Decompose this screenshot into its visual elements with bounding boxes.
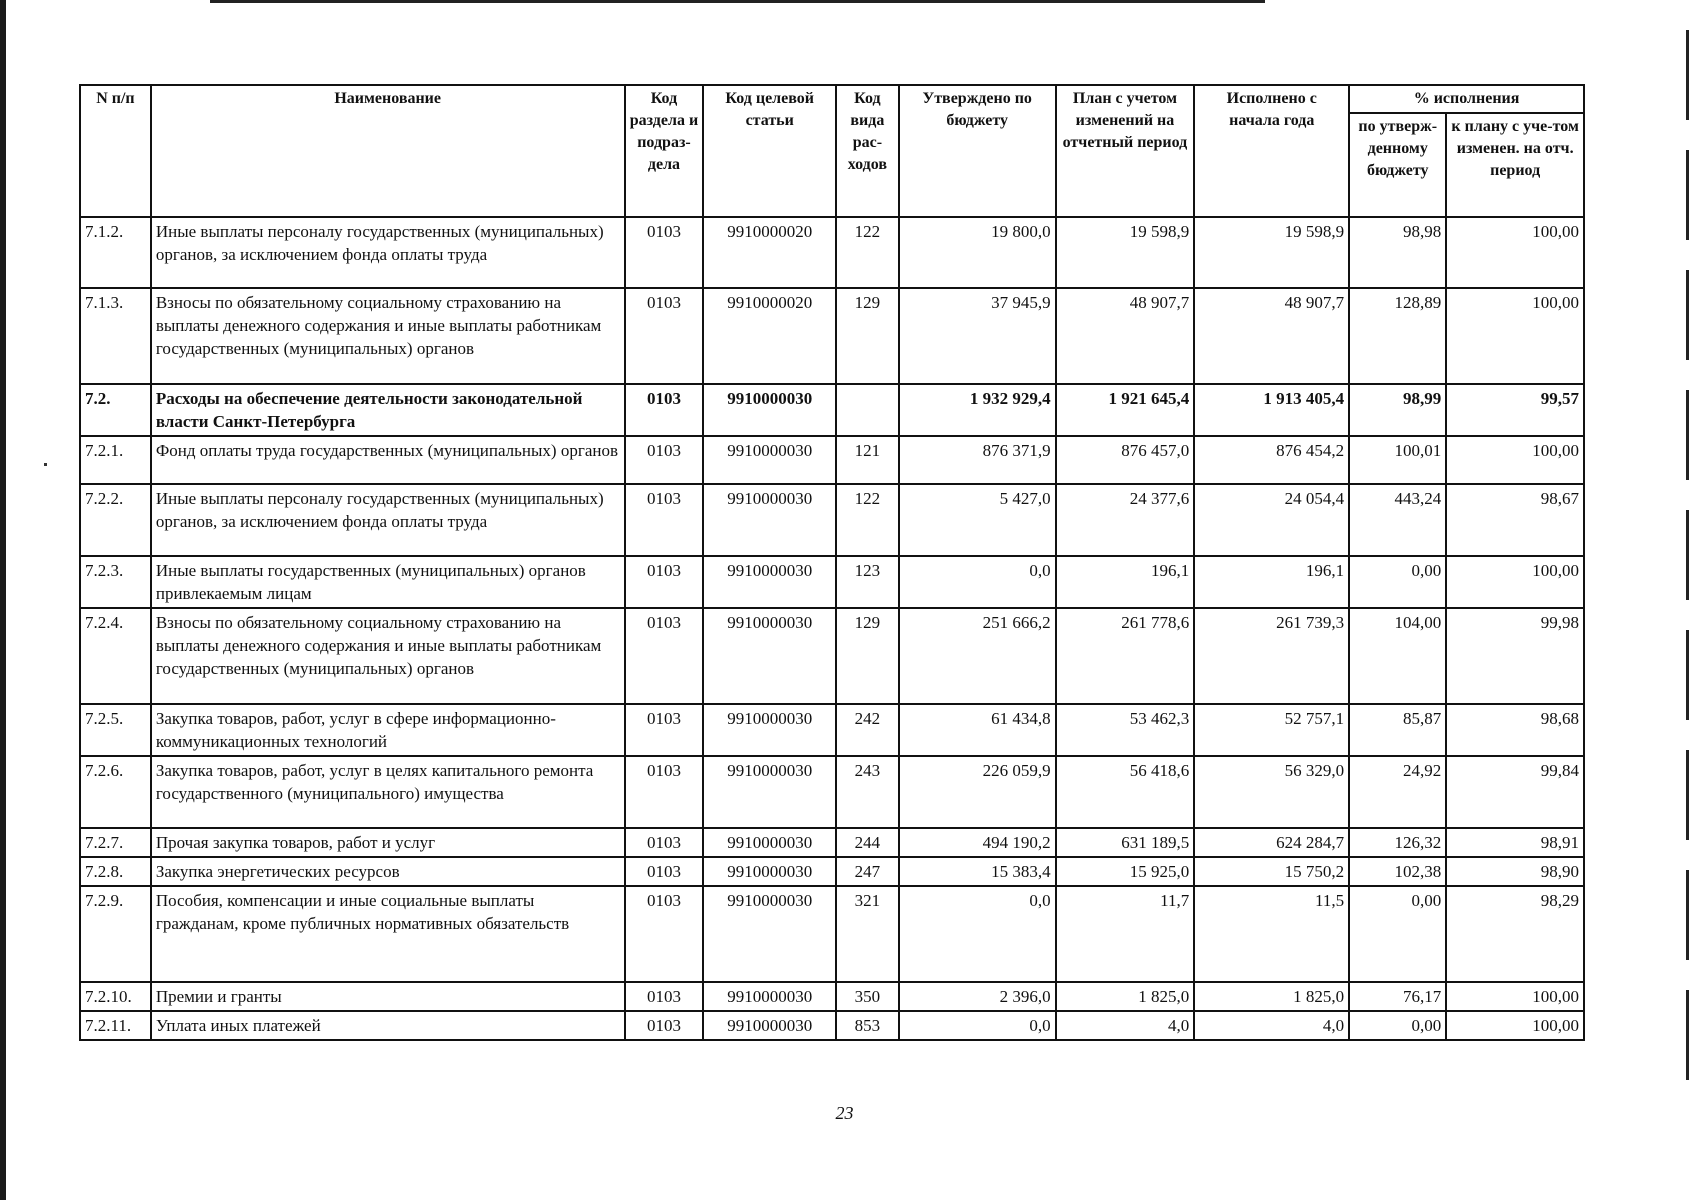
row-pct-approved: 0,00 xyxy=(1349,886,1446,982)
row-pct-approved: 128,89 xyxy=(1349,288,1446,384)
table-row xyxy=(80,1011,1584,1040)
table-row xyxy=(80,556,1584,608)
budget-execution-table xyxy=(79,84,1585,1041)
row-executed: 52 757,1 xyxy=(1194,704,1349,756)
row-section-code: 0103 xyxy=(625,608,704,704)
row-type-code xyxy=(836,384,899,436)
row-type-code: 853 xyxy=(836,1011,899,1040)
row-executed: 4,0 xyxy=(1194,1011,1349,1040)
row-approved: 37 945,9 xyxy=(899,288,1056,384)
row-executed: 19 598,9 xyxy=(1194,217,1349,288)
header-section-code: Код раздела и подраз-дела xyxy=(625,85,704,217)
row-target-code: 9910000030 xyxy=(703,1011,836,1040)
row-target-code: 9910000030 xyxy=(703,608,836,704)
header-executed: Исполнено с начала года xyxy=(1194,85,1349,217)
row-target-code: 9910000030 xyxy=(703,886,836,982)
table-body xyxy=(80,217,1584,1040)
row-section-code: 0103 xyxy=(625,756,704,828)
header-plan: План с учетом изменений на отчетный период xyxy=(1056,85,1195,217)
row-type-code: 243 xyxy=(836,756,899,828)
table-row xyxy=(80,217,1584,288)
row-plan: 15 925,0 xyxy=(1056,857,1195,886)
table-row xyxy=(80,484,1584,556)
row-target-code: 9910000030 xyxy=(703,436,836,484)
row-section-code: 0103 xyxy=(625,1011,704,1040)
row-pct-approved: 98,98 xyxy=(1349,217,1446,288)
row-executed: 876 454,2 xyxy=(1194,436,1349,484)
row-pct-approved: 76,17 xyxy=(1349,982,1446,1011)
row-plan: 48 907,7 xyxy=(1056,288,1195,384)
row-target-code: 9910000030 xyxy=(703,828,836,857)
row-name: Иные выплаты персоналу государственных (муниципальных) органов, за исключением фонда оплаты труда xyxy=(151,484,625,556)
row-type-code: 242 xyxy=(836,704,899,756)
row-number: 7.2.10. xyxy=(80,982,151,1011)
row-executed: 15 750,2 xyxy=(1194,857,1349,886)
row-number: 7.1.3. xyxy=(80,288,151,384)
row-section-code: 0103 xyxy=(625,828,704,857)
row-pct-plan: 98,29 xyxy=(1446,886,1584,982)
row-type-code: 129 xyxy=(836,608,899,704)
row-section-code: 0103 xyxy=(625,436,704,484)
row-approved: 494 190,2 xyxy=(899,828,1056,857)
row-plan: 4,0 xyxy=(1056,1011,1195,1040)
row-plan: 1 825,0 xyxy=(1056,982,1195,1011)
row-executed: 1 913 405,4 xyxy=(1194,384,1349,436)
row-plan: 24 377,6 xyxy=(1056,484,1195,556)
row-pct-plan: 100,00 xyxy=(1446,1011,1584,1040)
row-name: Фонд оплаты труда государственных (муниципальных) органов xyxy=(151,436,625,484)
row-plan: 53 462,3 xyxy=(1056,704,1195,756)
row-executed: 24 054,4 xyxy=(1194,484,1349,556)
row-approved: 0,0 xyxy=(899,556,1056,608)
table-row xyxy=(80,982,1584,1011)
header-num: N п/п xyxy=(80,85,151,217)
row-executed: 196,1 xyxy=(1194,556,1349,608)
row-pct-plan: 98,67 xyxy=(1446,484,1584,556)
row-section-code: 0103 xyxy=(625,217,704,288)
table-row xyxy=(80,608,1584,704)
table-header xyxy=(80,85,1584,217)
row-plan: 196,1 xyxy=(1056,556,1195,608)
row-plan: 19 598,9 xyxy=(1056,217,1195,288)
row-plan: 1 921 645,4 xyxy=(1056,384,1195,436)
row-approved: 876 371,9 xyxy=(899,436,1056,484)
row-number: 7.2.3. xyxy=(80,556,151,608)
row-section-code: 0103 xyxy=(625,288,704,384)
row-section-code: 0103 xyxy=(625,484,704,556)
row-name: Иные выплаты государственных (муниципальных) органов привлекаемым лицам xyxy=(151,556,625,608)
row-executed: 261 739,3 xyxy=(1194,608,1349,704)
row-type-code: 123 xyxy=(836,556,899,608)
row-name: Уплата иных платежей xyxy=(151,1011,625,1040)
row-approved: 19 800,0 xyxy=(899,217,1056,288)
row-number: 7.2.4. xyxy=(80,608,151,704)
row-number: 7.2.11. xyxy=(80,1011,151,1040)
row-type-code: 122 xyxy=(836,217,899,288)
row-number: 7.2.5. xyxy=(80,704,151,756)
row-number: 7.2. xyxy=(80,384,151,436)
row-section-code: 0103 xyxy=(625,886,704,982)
table-row xyxy=(80,756,1584,828)
row-approved: 5 427,0 xyxy=(899,484,1056,556)
row-type-code: 247 xyxy=(836,857,899,886)
row-pct-plan: 98,91 xyxy=(1446,828,1584,857)
row-plan: 11,7 xyxy=(1056,886,1195,982)
row-name: Закупка товаров, работ, услуг в целях капитального ремонта государственного (муниципального) имущества xyxy=(151,756,625,828)
row-pct-plan: 100,00 xyxy=(1446,556,1584,608)
table-row xyxy=(80,886,1584,982)
row-target-code: 9910000030 xyxy=(703,756,836,828)
row-type-code: 129 xyxy=(836,288,899,384)
row-executed: 624 284,7 xyxy=(1194,828,1349,857)
row-type-code: 121 xyxy=(836,436,899,484)
row-executed: 1 825,0 xyxy=(1194,982,1349,1011)
row-plan: 876 457,0 xyxy=(1056,436,1195,484)
row-number: 7.2.8. xyxy=(80,857,151,886)
header-pct-plan: к плану с уче-том изменен. на отч. период xyxy=(1446,113,1584,217)
row-pct-approved: 0,00 xyxy=(1349,556,1446,608)
row-plan: 261 778,6 xyxy=(1056,608,1195,704)
row-pct-plan: 100,00 xyxy=(1446,288,1584,384)
table-row xyxy=(80,384,1584,436)
row-target-code: 9910000030 xyxy=(703,556,836,608)
row-name: Закупка товаров, работ, услуг в сфере информационно-коммуникационных технологий xyxy=(151,704,625,756)
row-pct-approved: 98,99 xyxy=(1349,384,1446,436)
row-number: 7.2.1. xyxy=(80,436,151,484)
row-number: 7.2.6. xyxy=(80,756,151,828)
row-type-code: 122 xyxy=(836,484,899,556)
row-name: Взносы по обязательному социальному страхованию на выплаты денежного содержания и иные выплаты работникам государственных (муниципальных) органов xyxy=(151,608,625,704)
row-pct-plan: 100,00 xyxy=(1446,217,1584,288)
header-pct-group: % исполнения xyxy=(1349,85,1584,113)
top-rule xyxy=(210,0,1265,3)
row-name: Премии и гранты xyxy=(151,982,625,1011)
row-pct-approved: 102,38 xyxy=(1349,857,1446,886)
row-executed: 48 907,7 xyxy=(1194,288,1349,384)
row-section-code: 0103 xyxy=(625,982,704,1011)
row-pct-approved: 104,00 xyxy=(1349,608,1446,704)
table-row xyxy=(80,436,1584,484)
row-name: Закупка энергетических ресурсов xyxy=(151,857,625,886)
table-row xyxy=(80,828,1584,857)
row-name: Иные выплаты персоналу государственных (муниципальных) органов, за исключением фонда оплаты труда xyxy=(151,217,625,288)
row-target-code: 9910000030 xyxy=(703,857,836,886)
row-pct-plan: 99,57 xyxy=(1446,384,1584,436)
row-target-code: 9910000020 xyxy=(703,288,836,384)
row-number: 7.2.2. xyxy=(80,484,151,556)
row-approved: 15 383,4 xyxy=(899,857,1056,886)
row-name: Взносы по обязательному социальному страхованию на выплаты денежного содержания и иные выплаты работникам государственных (муниципальных) органов xyxy=(151,288,625,384)
row-pct-approved: 126,32 xyxy=(1349,828,1446,857)
row-approved: 251 666,2 xyxy=(899,608,1056,704)
row-target-code: 9910000030 xyxy=(703,982,836,1011)
row-plan: 631 189,5 xyxy=(1056,828,1195,857)
scan-edge-left xyxy=(0,0,6,1200)
row-pct-approved: 85,87 xyxy=(1349,704,1446,756)
row-pct-plan: 98,90 xyxy=(1446,857,1584,886)
row-name: Прочая закупка товаров, работ и услуг xyxy=(151,828,625,857)
row-approved: 61 434,8 xyxy=(899,704,1056,756)
row-type-code: 350 xyxy=(836,982,899,1011)
row-type-code: 321 xyxy=(836,886,899,982)
row-target-code: 9910000030 xyxy=(703,704,836,756)
table-row xyxy=(80,704,1584,756)
row-target-code: 9910000030 xyxy=(703,384,836,436)
table-row xyxy=(80,857,1584,886)
header-name: Наименование xyxy=(151,85,625,217)
row-pct-plan: 100,00 xyxy=(1446,436,1584,484)
row-target-code: 9910000020 xyxy=(703,217,836,288)
row-pct-approved: 0,00 xyxy=(1349,1011,1446,1040)
row-number: 7.2.7. xyxy=(80,828,151,857)
row-executed: 11,5 xyxy=(1194,886,1349,982)
row-section-code: 0103 xyxy=(625,704,704,756)
page-number: 23 xyxy=(835,1103,854,1123)
row-approved: 0,0 xyxy=(899,886,1056,982)
row-pct-plan: 99,84 xyxy=(1446,756,1584,828)
header-pct-approved: по утверж-денному бюджету xyxy=(1349,113,1446,217)
row-section-code: 0103 xyxy=(625,857,704,886)
row-pct-approved: 24,92 xyxy=(1349,756,1446,828)
row-name: Расходы на обеспечение деятельности законодательной власти Санкт-Петербурга xyxy=(151,384,625,436)
row-approved: 226 059,9 xyxy=(899,756,1056,828)
header-type-code: Код вида рас-ходов xyxy=(836,85,899,217)
row-executed: 56 329,0 xyxy=(1194,756,1349,828)
row-plan: 56 418,6 xyxy=(1056,756,1195,828)
row-approved: 1 932 929,4 xyxy=(899,384,1056,436)
row-number: 7.2.9. xyxy=(80,886,151,982)
row-number: 7.1.2. xyxy=(80,217,151,288)
row-pct-plan: 98,68 xyxy=(1446,704,1584,756)
row-section-code: 0103 xyxy=(625,556,704,608)
row-pct-plan: 100,00 xyxy=(1446,982,1584,1011)
row-pct-approved: 100,01 xyxy=(1349,436,1446,484)
header-approved: Утверждено по бюджету xyxy=(899,85,1056,217)
row-pct-plan: 99,98 xyxy=(1446,608,1584,704)
row-approved: 2 396,0 xyxy=(899,982,1056,1011)
row-pct-approved: 443,24 xyxy=(1349,484,1446,556)
row-name: Пособия, компенсации и иные социальные выплаты гражданам, кроме публичных нормативных обязательств xyxy=(151,886,625,982)
row-type-code: 244 xyxy=(836,828,899,857)
row-target-code: 9910000030 xyxy=(703,484,836,556)
header-target-code: Код целевой статьи xyxy=(703,85,836,217)
scan-speck xyxy=(44,463,47,466)
row-section-code: 0103 xyxy=(625,384,704,436)
table-row xyxy=(80,288,1584,384)
row-approved: 0,0 xyxy=(899,1011,1056,1040)
